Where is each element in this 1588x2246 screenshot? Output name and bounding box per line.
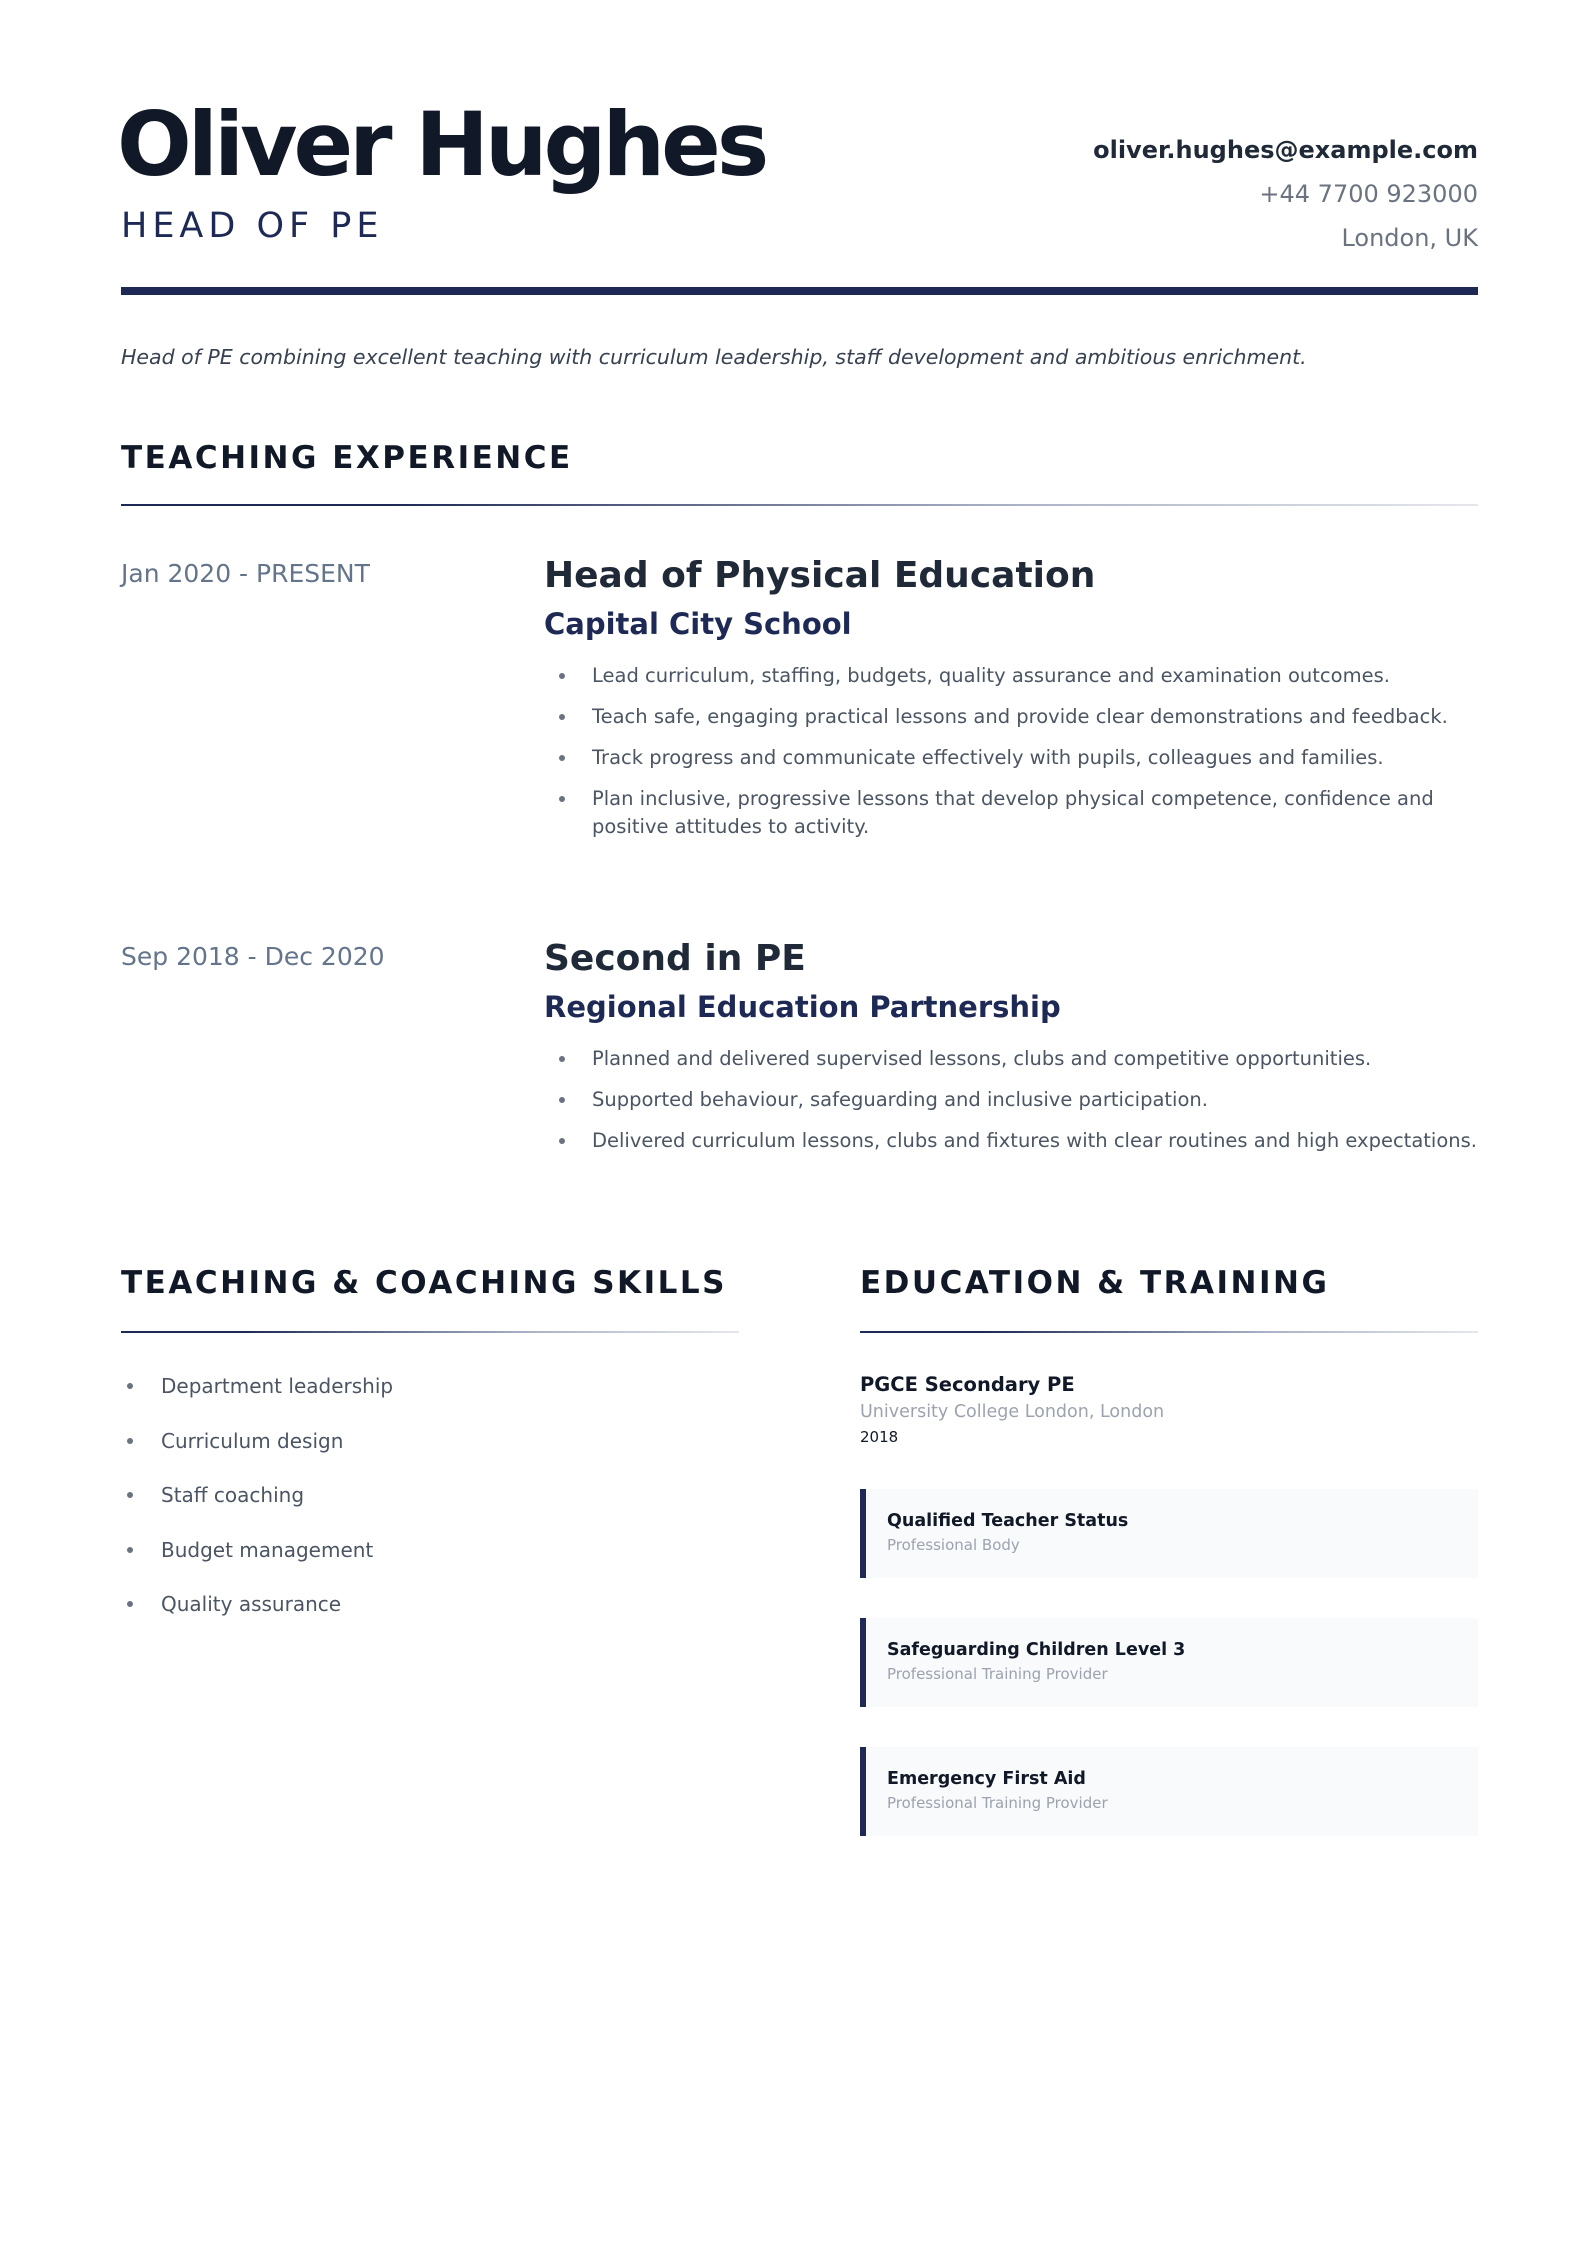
certification-issuer: Professional Training Provider bbox=[887, 1794, 1108, 1812]
bullet-dot-icon bbox=[559, 673, 565, 679]
bullet-dot-icon bbox=[127, 1383, 133, 1389]
job-title: Second in PE bbox=[544, 938, 806, 979]
job-details bbox=[544, 556, 1478, 854]
job-bullet-text: Teach safe, engaging practical lessons and provide clear demonstrations and feedback. bbox=[592, 705, 1448, 728]
job-bullet-text: Plan inclusive, progressive lessons that develop physical competence, confidence and positive attitudes to activity. bbox=[592, 787, 1434, 838]
resume-header bbox=[117, 90, 1478, 295]
job-bullet bbox=[544, 1045, 1478, 1073]
bullet-dot-icon bbox=[127, 1601, 133, 1607]
header-divider bbox=[121, 287, 1478, 295]
degree-name: PGCE Secondary PE bbox=[860, 1373, 1075, 1396]
bullet-dot-icon bbox=[559, 714, 565, 720]
contact-email[interactable]: oliver.hughes@example.com bbox=[1093, 136, 1478, 164]
education-heading: EDUCATION & TRAINING bbox=[860, 1265, 1330, 1301]
job-bullet bbox=[544, 785, 1478, 841]
skill-item bbox=[121, 1532, 393, 1587]
skill-item bbox=[121, 1477, 393, 1532]
job-details bbox=[544, 939, 1478, 1168]
certification-name: Safeguarding Children Level 3 bbox=[887, 1640, 1186, 1660]
experience-divider bbox=[121, 504, 1478, 506]
skill-text: Curriculum design bbox=[161, 1428, 344, 1453]
certification-card bbox=[860, 1489, 1478, 1578]
skill-item bbox=[121, 1368, 393, 1423]
certification-name: Qualified Teacher Status bbox=[887, 1511, 1129, 1531]
skill-text: Department leadership bbox=[161, 1374, 394, 1398]
degree-institution: University College London, London bbox=[860, 1402, 1165, 1422]
contact-location: London, UK bbox=[1341, 224, 1478, 252]
skills-heading: TEACHING & COACHING SKILLS bbox=[121, 1265, 727, 1301]
skill-item bbox=[121, 1423, 393, 1478]
job-bullet-text: Delivered curriculum lessons, clubs and fixtures with clear routines and high expectations. bbox=[592, 1129, 1477, 1152]
bullet-dot-icon bbox=[559, 1138, 565, 1144]
certification-name: Emergency First Aid bbox=[887, 1769, 1086, 1789]
job-title: Head of Physical Education bbox=[544, 555, 1096, 596]
job-bullet bbox=[544, 703, 1478, 731]
job-bullet-text: Lead curriculum, staffing, budgets, quality assurance and examination outcomes. bbox=[592, 664, 1390, 687]
job-bullets bbox=[544, 662, 1478, 841]
skills-divider bbox=[121, 1331, 739, 1333]
skills-list bbox=[121, 1368, 393, 1641]
job-organization: Capital City School bbox=[544, 607, 852, 641]
job-bullet bbox=[544, 662, 1478, 690]
bullet-dot-icon bbox=[559, 755, 565, 761]
skill-text: Budget management bbox=[161, 1537, 374, 1562]
job-organization: Regional Education Partnership bbox=[544, 990, 1061, 1024]
job-bullet-text: Planned and delivered supervised lessons, clubs and competitive opportunities. bbox=[592, 1047, 1372, 1070]
certification-card bbox=[860, 1747, 1478, 1836]
experience-heading: TEACHING EXPERIENCE bbox=[121, 440, 573, 476]
certification-issuer: Professional Body bbox=[887, 1536, 1020, 1554]
job-dates: Jan 2020 - PRESENT bbox=[121, 559, 370, 588]
skill-text: Quality assurance bbox=[161, 1592, 342, 1616]
certification-issuer: Professional Training Provider bbox=[887, 1665, 1108, 1683]
bullet-dot-icon bbox=[127, 1492, 133, 1498]
candidate-name: Oliver Hughes bbox=[117, 93, 766, 196]
skill-text: Staff coaching bbox=[161, 1483, 305, 1507]
candidate-role: HEAD OF PE bbox=[121, 206, 384, 246]
job-bullet bbox=[544, 1086, 1478, 1114]
education-divider bbox=[860, 1331, 1478, 1333]
degree-entry bbox=[860, 1371, 1164, 1449]
degree-year: 2018 bbox=[860, 1428, 899, 1446]
job-bullet bbox=[544, 744, 1478, 772]
job-bullet-text: Supported behaviour, safeguarding and inclusive participation. bbox=[592, 1088, 1208, 1111]
job-dates: Sep 2018 - Dec 2020 bbox=[121, 942, 385, 971]
bullet-dot-icon bbox=[559, 1056, 565, 1062]
job-bullet-text: Track progress and communicate effectively with pupils, colleagues and families. bbox=[592, 746, 1384, 769]
certification-card bbox=[860, 1618, 1478, 1707]
contact-block bbox=[1093, 128, 1478, 260]
contact-phone: +44 7700 923000 bbox=[1259, 180, 1478, 208]
bullet-dot-icon bbox=[127, 1438, 133, 1444]
bullet-dot-icon bbox=[559, 796, 565, 802]
bullet-dot-icon bbox=[127, 1547, 133, 1553]
skill-item bbox=[121, 1586, 393, 1641]
professional-summary: Head of PE combining excellent teaching with curriculum leadership, staff development and ambitious enrichment. bbox=[121, 345, 1307, 369]
job-bullets bbox=[544, 1045, 1478, 1155]
job-bullet bbox=[544, 1127, 1478, 1155]
bullet-dot-icon bbox=[559, 1097, 565, 1103]
